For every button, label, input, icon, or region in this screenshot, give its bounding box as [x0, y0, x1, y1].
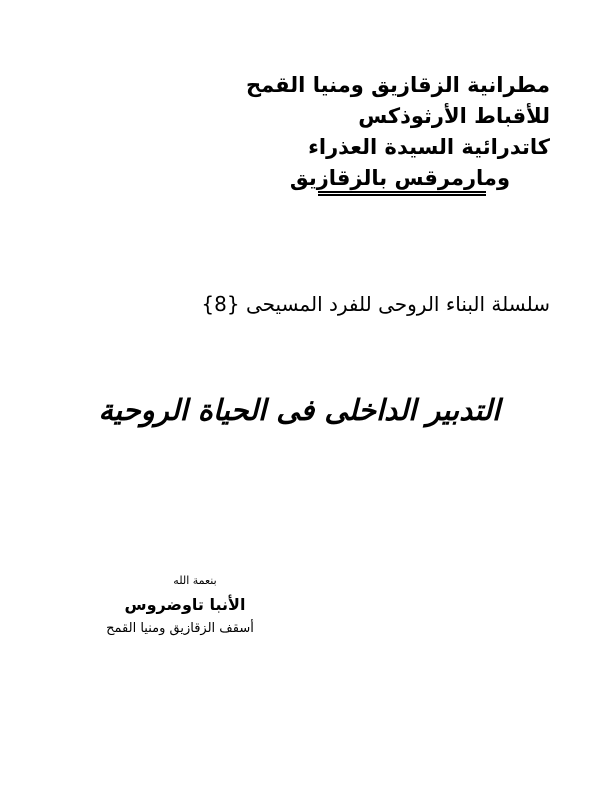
- author-role: أسقف الزقازيق ومنيا القمح: [106, 621, 254, 636]
- header-line-cathedral: كاتدرائية السيدة العذراء: [308, 135, 550, 159]
- header-line-city: ومارمرقس بالزقازيق: [289, 166, 510, 190]
- diocese-header: [245, 70, 550, 194]
- header-line-coptic-orthodox: للأقباط الأرثوذكس: [358, 104, 550, 128]
- book-title: التدبير الداخلى فى الحياة الروحية: [98, 393, 500, 427]
- series-title: سلسلة البناء الروحى للفرد المسيحى {8}: [201, 292, 550, 316]
- header-divider: [318, 191, 486, 196]
- author-name: الأنبا تاوضروس: [124, 595, 246, 614]
- header-line-diocese: مطرانية الزقازيق ومنيا القمح: [245, 73, 550, 97]
- author-block: [40, 570, 300, 640]
- by-grace-text: بنعمة الله: [173, 574, 217, 587]
